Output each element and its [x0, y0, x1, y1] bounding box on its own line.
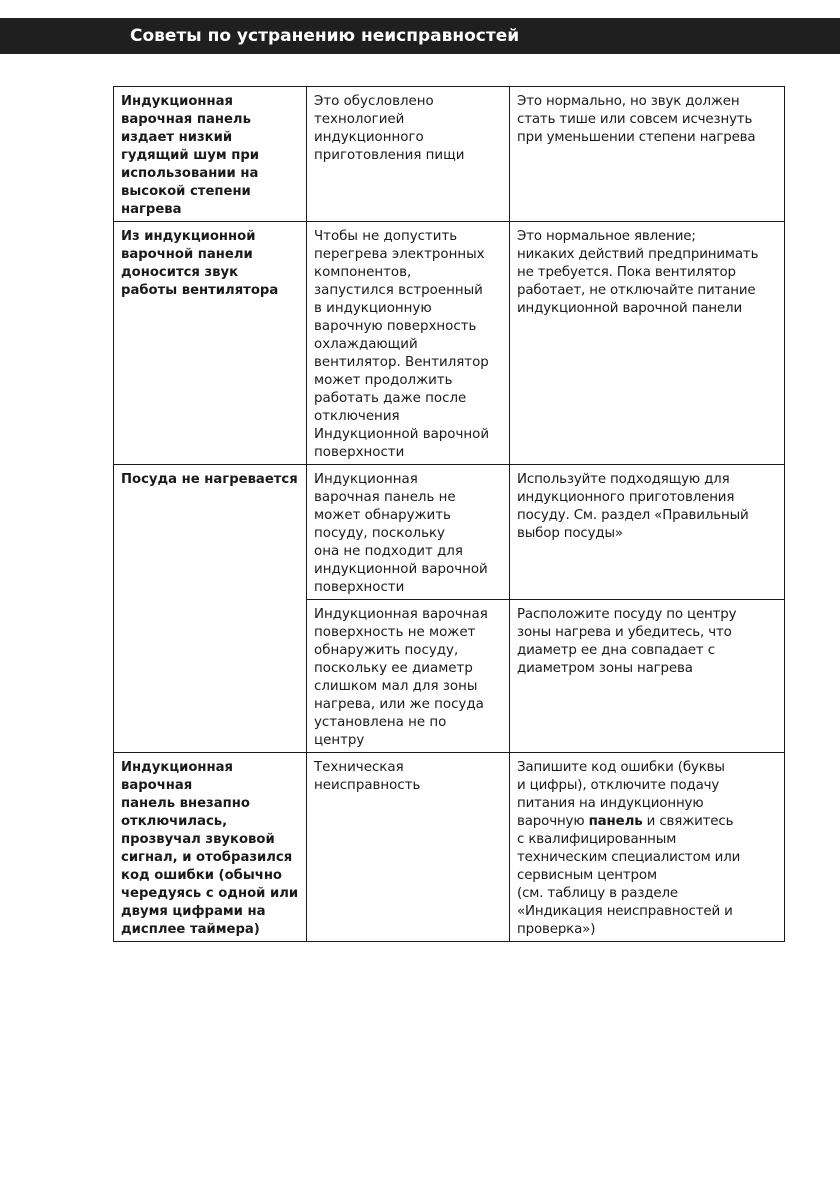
- remedy-cell: Расположите посуду по центру зоны нагрева и убедитесь, что диаметр ее дна совпадает с диаметром зоны нагрева: [510, 600, 785, 753]
- troubleshooting-table: [113, 86, 785, 942]
- section-header-bar: [0, 18, 840, 54]
- table-row: [114, 753, 785, 942]
- cause-cell: Индукционная варочная поверхность не может обнаружить посуду, поскольку ее диаметр слишком мал для зоны нагрева, или же посуда установлена не по центру: [307, 600, 510, 753]
- remedy-cell: [510, 753, 785, 942]
- cause-cell: Техническая неисправность: [307, 753, 510, 942]
- remedy-cell: Используйте подходящую для индукционного приготовления посуду. См. раздел «Правильный выбор посуды»: [510, 465, 785, 600]
- cause-cell: Индукционная варочная панель не может обнаружить посуду, поскольку она не подходит для индукционной варочной поверхности: [307, 465, 510, 600]
- remedy-cell: Это нормальное явление; никаких действий предпринимать не требуется. Пока вентилятор работает, не отключайте питание индукционной варочной панели: [510, 222, 785, 465]
- problem-cell: Из индукционной варочной панели доносится звук работы вентилятора: [114, 222, 307, 465]
- remedy-text: и свяжитесь с квалифицированным техническим специалистом или сервисным центром (см. таблицу в разделе «Индикация неисправностей и проверка»): [517, 814, 741, 937]
- problem-cell: Индукционная варочная панель издает низкий гудящий шум при использовании на высокой степени нагрева: [114, 87, 307, 222]
- remedy-text: Запишите код ошибки (буквы и цифры), отключите подачу питания на индукционную варочную: [517, 760, 725, 829]
- remedy-cell: Это нормально, но звук должен стать тише или совсем исчезнуть при уменьшении степени нагрева: [510, 87, 785, 222]
- remedy-emphasis: панель: [588, 814, 643, 829]
- cause-cell: Это обусловлено технологией индукционного приготовления пищи: [307, 87, 510, 222]
- cause-cell: Чтобы не допустить перегрева электронных компонентов, запустился встроенный в индукционную варочную поверхность охлаждающий вентилятор. Вентилятор может продолжить работать даже после отключения Индукционной варочной поверхности: [307, 222, 510, 465]
- table-row: [114, 465, 785, 600]
- problem-cell: Индукционная варочная панель внезапно отключилась, прозвучал звуковой сигнал, и отобразился код ошибки (обычно чередуясь с одной или двумя цифрами на дисплее таймера): [114, 753, 307, 942]
- table-row: [114, 87, 785, 222]
- section-title: Советы по устранению неисправностей: [130, 26, 520, 46]
- problem-cell: Посуда не нагревается: [114, 465, 307, 753]
- table-row: [114, 222, 785, 465]
